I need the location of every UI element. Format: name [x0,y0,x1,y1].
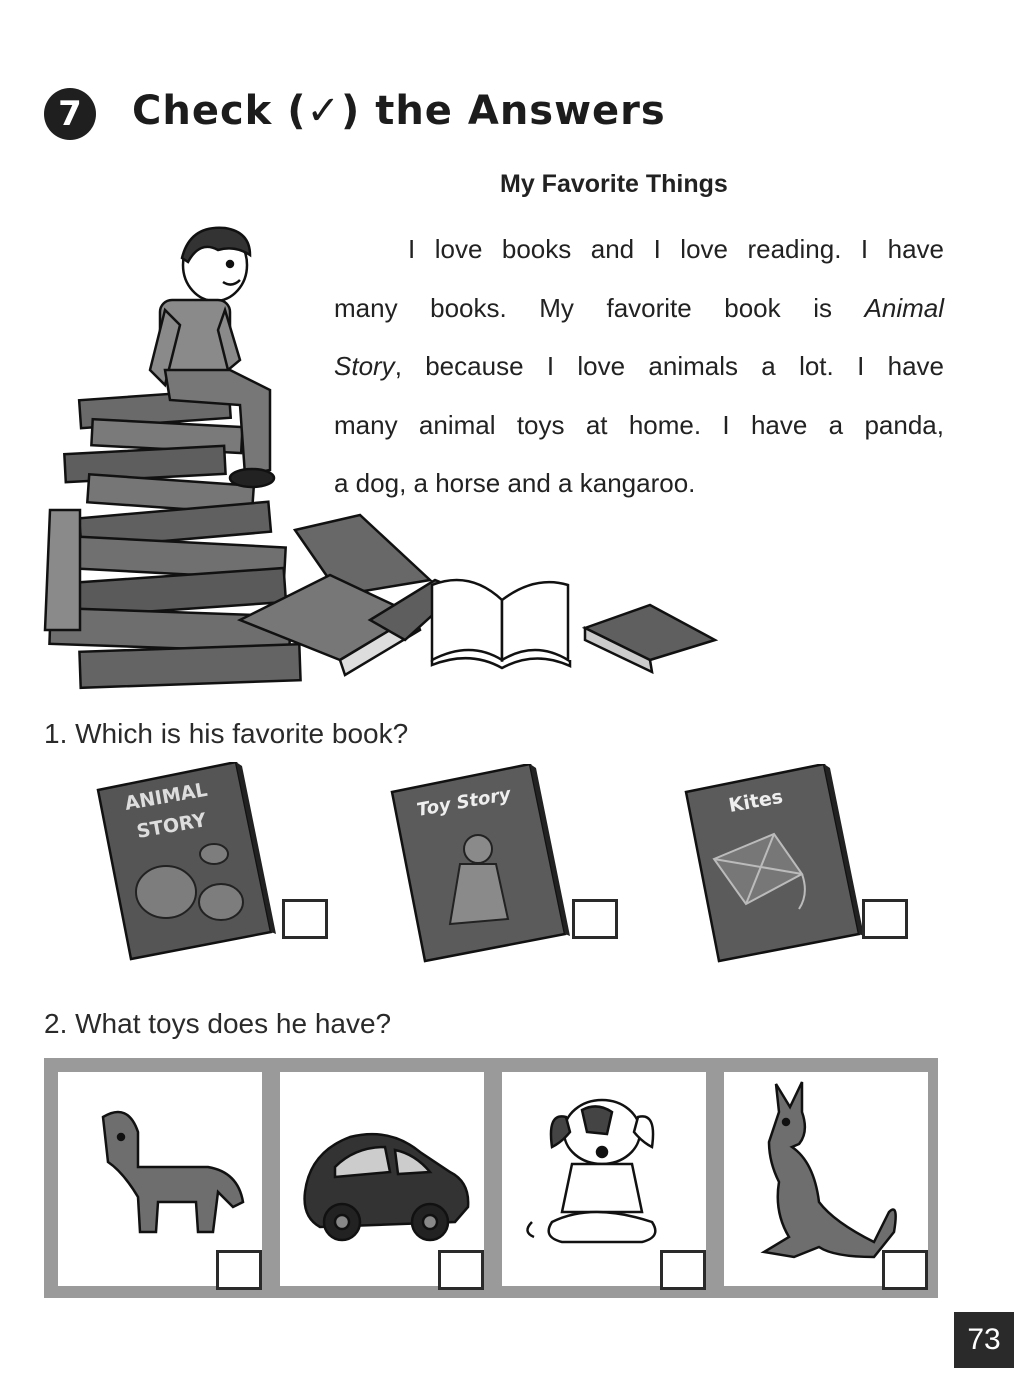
svg-text:STORY: STORY [135,809,208,843]
exercise-number-badge: 7 [44,88,96,140]
story-title: My Favorite Things [500,170,728,198]
toy-option-dog [502,1072,706,1286]
book-1-checkbox[interactable] [282,899,328,939]
toy-2-checkbox[interactable] [438,1250,484,1290]
svg-text:Toy Story: Toy Story [415,783,513,821]
book-3-checkbox[interactable] [862,899,908,939]
toys-panel-frame [44,1058,938,1298]
book-option-toy-story [390,764,570,964]
story-line-2: many books. My favorite book is Animal [334,292,944,323]
toy-3-checkbox[interactable] [660,1250,706,1290]
svg-text:ANIMAL: ANIMAL [123,778,210,815]
toy-1-checkbox[interactable] [216,1250,262,1290]
toy-4-checkbox[interactable] [882,1250,928,1290]
book-option-animal-story [96,762,276,962]
story-line-4: many animal toys at home. I have a panda, [334,409,944,440]
story-line-3: Story, because I love animals a lot. I have [334,351,944,381]
question-1: 1. Which is his favorite book? [44,718,409,749]
story-line-1: I love books and I love reading. I have [408,234,944,264]
question-2: 2. What toys does he have? [44,1008,392,1039]
page-title: Check (✓) the Answers [132,88,666,134]
book-2-checkbox[interactable] [572,899,618,939]
toy-option-kangaroo [724,1072,928,1286]
story-text [334,220,944,513]
story-line-5: a dog, a horse and a kangaroo. [334,468,696,498]
toy-option-horse [58,1072,262,1286]
book-option-kites [684,764,864,964]
svg-text:Kites: Kites [727,785,785,817]
toy-option-car [280,1072,484,1286]
page-number: 73 [954,1312,1014,1368]
